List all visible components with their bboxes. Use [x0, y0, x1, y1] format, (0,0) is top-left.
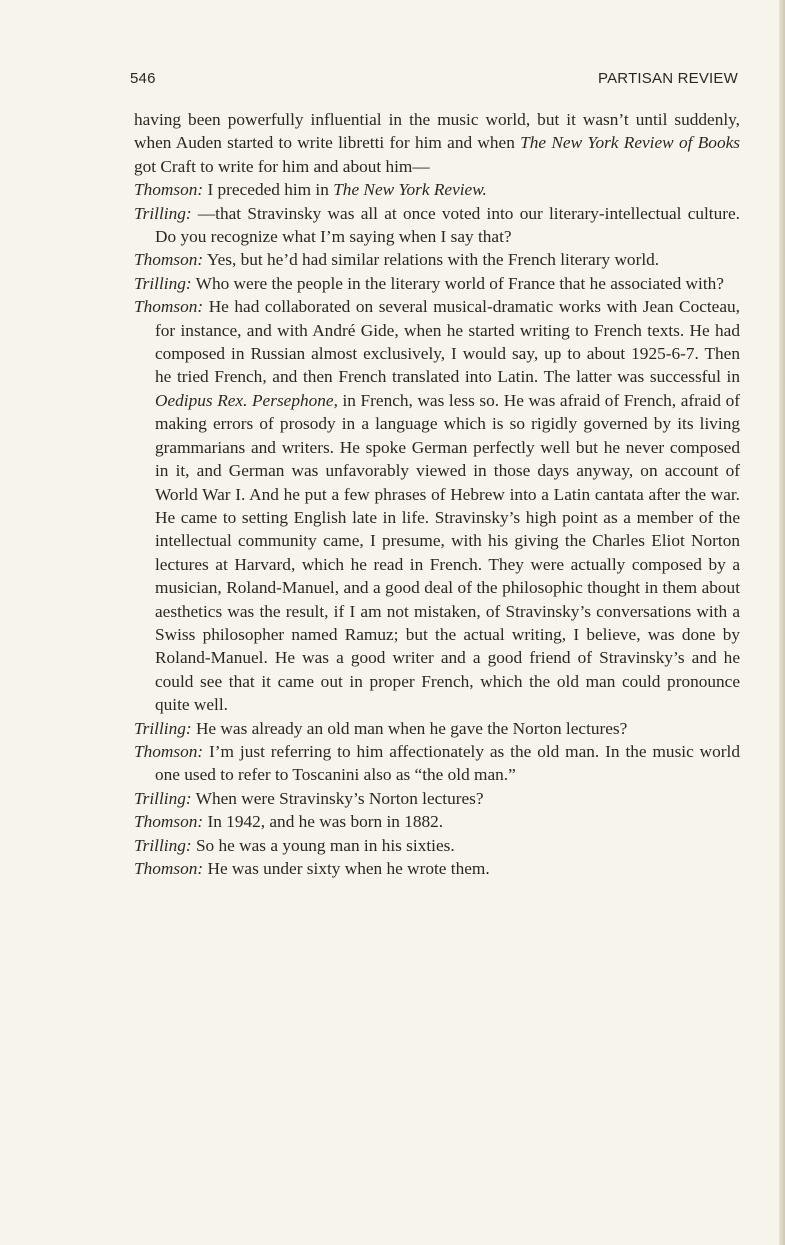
text-run: He was under sixty when he wrote them. [203, 859, 490, 878]
italic-text-run: The New York Review. [333, 180, 487, 200]
speaker-label: Trilling: [134, 273, 192, 293]
speaker-label: Thomson: [134, 741, 204, 761]
dialogue-paragraph [134, 717, 740, 740]
dialogue-paragraph [134, 834, 740, 857]
speaker-label: Thomson: [134, 812, 204, 832]
speaker-label: Trilling: [134, 835, 192, 855]
page-number: 546 [130, 70, 156, 87]
text-run: He had collaborated on several musical-dramatic works with Jean Cocteau, for instance, and with André Gide, when he started writing to French texts. He had composed in Russian almost exclusively, I would say, up to about 1925-6-7. Then he tried French, and then French translated into Latin. The latter was successful in [155, 297, 740, 387]
dialogue-paragraph [134, 295, 740, 716]
running-head: PARTISAN REVIEW [598, 70, 738, 87]
dialogue-paragraph [134, 787, 740, 810]
italic-text-run: The New York Review of Books [520, 133, 740, 153]
text-run: In 1942, and he was born in 1882. [203, 812, 444, 832]
speaker-label: Thomson: [134, 859, 204, 878]
speaker-label: Thomson: [134, 180, 204, 200]
text-run: Yes, but he’d had similar relations with the French literary world. [203, 250, 660, 270]
page-body [134, 108, 740, 880]
text-run: So he was a young man in his sixties. [191, 835, 455, 855]
dialogue-paragraph [134, 272, 740, 295]
text-run: in French, was less so. He was afraid of French, afraid of making errors of prosody in a language which is so rigidly governed by its living grammarians and writers. He spoke German perfectly well but he never composed in it, and German was unfavorably viewed in those days anyway, on account of World War I. And he put a few phrases of Hebrew into a Latin cantata after the war. He came to setting English late in life. Stravinsky’s high point as a member of the intellectual community came, I presume, with his giving the Charles Eliot Norton lectures at Harvard, which he read in French. They were actually composed by a musician, Roland-Manuel, and a good deal of the philosophic thought in them about aesthetics was the result, if I am not mistaken, of Stravinsky’s conversations with a Swiss philosopher named Ramuz; but the actual writing, I believe, was done by Roland-Manuel. He was a good writer and a good friend of Stravinsky’s and he could see that it came out in proper French, which the old man could pronounce quite well. [155, 390, 740, 715]
dialogue-paragraph [134, 810, 740, 833]
text-run: got Craft to write for him and about him— [134, 156, 430, 176]
italic-text-run: Oedipus Rex. Persephone, [155, 390, 338, 410]
speaker-label: Thomson: [134, 250, 204, 270]
speaker-label: Trilling: [134, 203, 192, 223]
text-run: I preceded him in [203, 180, 334, 200]
dialogue-paragraph [134, 202, 740, 249]
dialogue-paragraph [134, 857, 740, 880]
text-run: I’m just referring to him affectionately as the old man. In the music world one used to refer to Toscanini also as “the old man.” [155, 741, 740, 785]
dialogue-paragraph [134, 108, 740, 178]
text-run: When were Stravinsky’s Norton lectures? [191, 788, 484, 808]
text-run: Who were the people in the literary world of France that he associated with? [191, 273, 724, 293]
text-run: He was already an old man when he gave the Norton lectures? [191, 718, 628, 738]
dialogue-paragraph [134, 178, 740, 201]
dialogue-paragraph [134, 740, 740, 787]
speaker-label: Trilling: [134, 788, 192, 808]
dialogue-paragraph [134, 248, 740, 271]
text-run: having been powerfully influential in the music world, but it wasn’t until suddenly, when Auden started to write libretti for him and when [134, 110, 740, 153]
speaker-label: Thomson: [134, 297, 204, 317]
page-header [130, 70, 738, 94]
text-run: —that Stravinsky was all at once voted into our literary-intellectual culture. Do you recognize what I’m saying when I say that? [155, 203, 740, 247]
page-edge-shadow [779, 0, 785, 1245]
speaker-label: Trilling: [134, 718, 192, 738]
